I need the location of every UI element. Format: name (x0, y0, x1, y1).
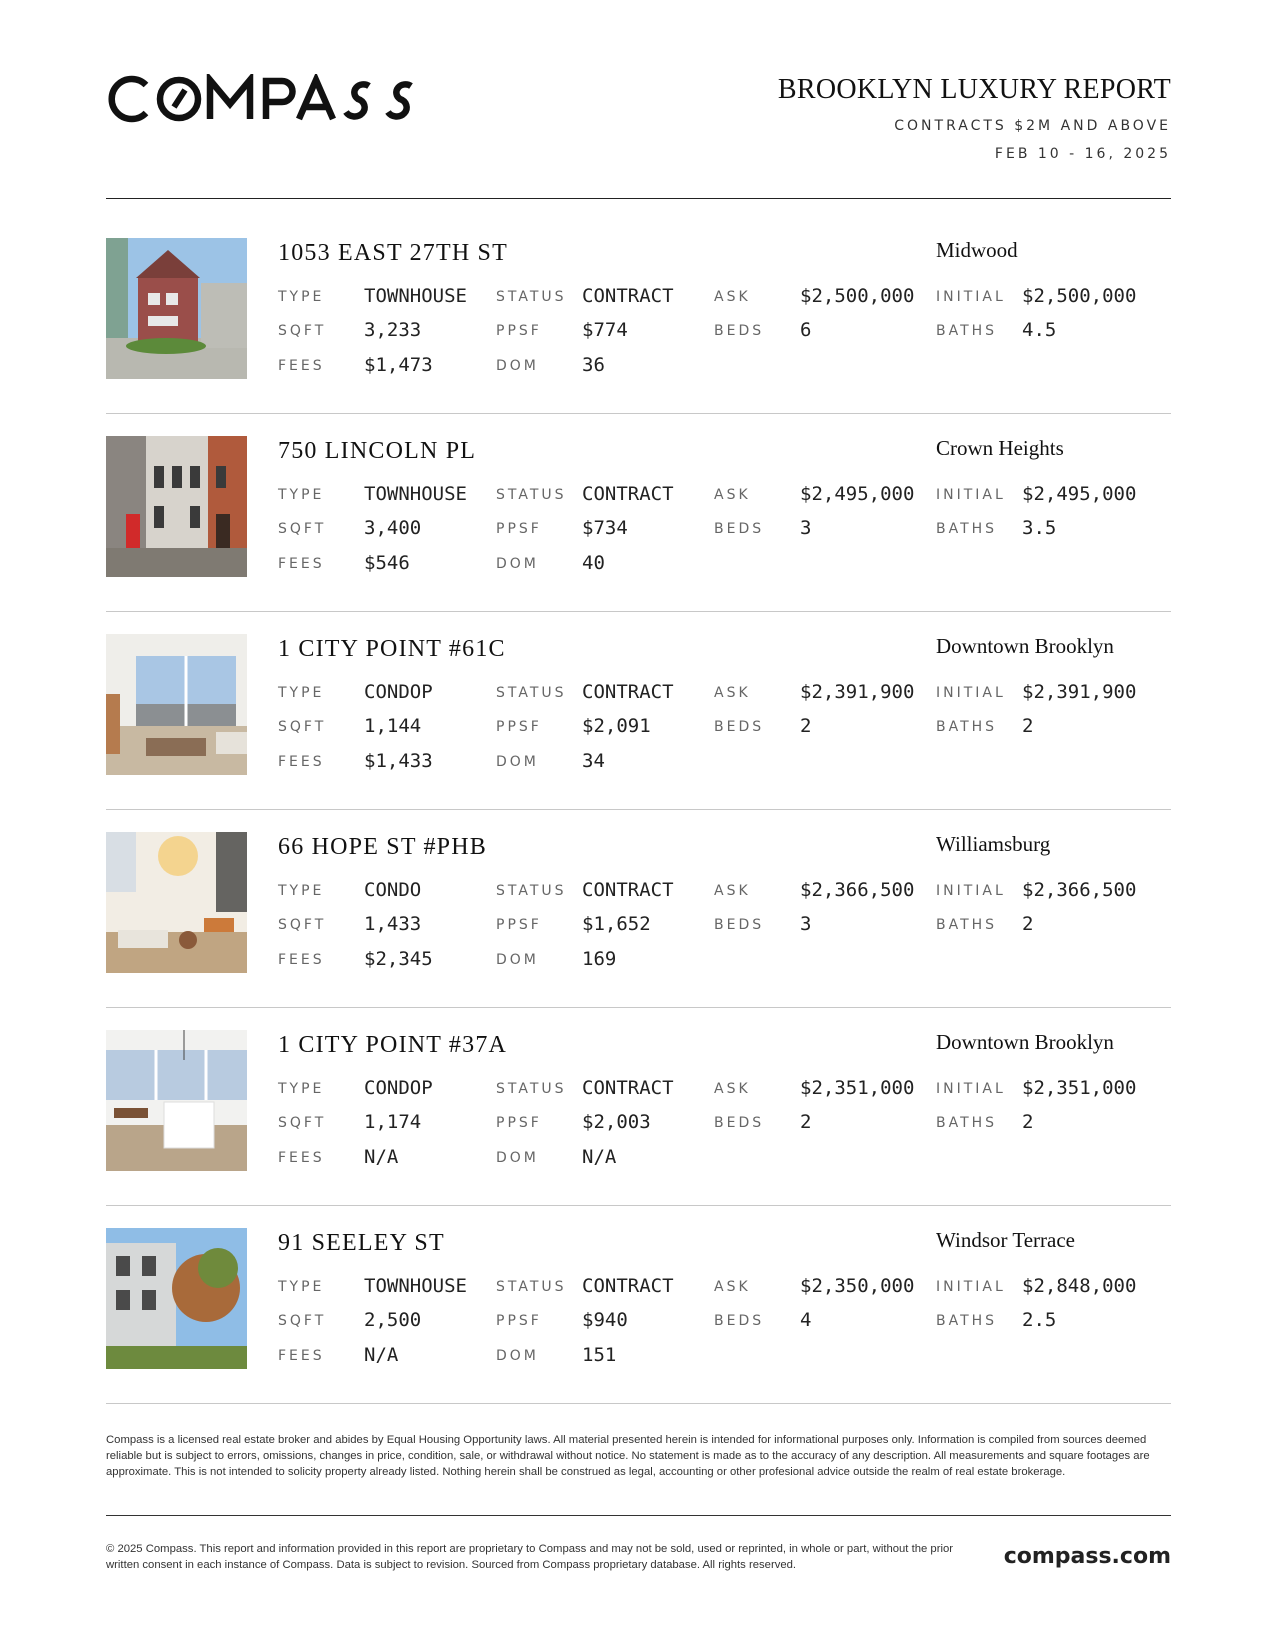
fees-value: N/A (364, 1146, 399, 1168)
report-header (778, 74, 1171, 162)
listing-address[interactable]: 1053 EAST 27TH ST (278, 240, 508, 266)
beds-value: 3 (800, 913, 812, 935)
sqft-label: SQFT (278, 1313, 327, 1329)
sqft-value: 3,400 (364, 517, 422, 539)
initial-label: INITIAL (936, 1279, 1006, 1295)
beds-label: BEDS (714, 1115, 765, 1131)
status-value: CONTRACT (582, 1275, 674, 1297)
listing-divider (106, 611, 1171, 612)
ask-label: ASK (714, 1279, 751, 1295)
fees-value: $1,473 (364, 354, 433, 376)
beds-label: BEDS (714, 323, 765, 339)
type-label: TYPE (278, 1279, 325, 1295)
ask-value: $2,366,500 (800, 879, 915, 901)
type-value: CONDOP (364, 681, 433, 703)
footer-divider (106, 1515, 1171, 1516)
ask-value: $2,351,000 (800, 1077, 915, 1099)
ask-value: $2,391,900 (800, 681, 915, 703)
fees-value: $546 (364, 552, 410, 574)
listing-divider (106, 1007, 1171, 1008)
dom-label: DOM (496, 1348, 539, 1364)
report-date-range: FEB 10 - 16, 2025 (994, 146, 1171, 162)
baths-value: 2 (1022, 913, 1034, 935)
baths-label: BATHS (936, 1313, 998, 1329)
type-label: TYPE (278, 289, 325, 305)
ppsf-label: PPSF (496, 1313, 542, 1329)
status-value: CONTRACT (582, 681, 674, 703)
sqft-label: SQFT (278, 917, 327, 933)
status-label: STATUS (496, 1279, 567, 1295)
listing-photo[interactable] (106, 1228, 247, 1369)
dom-value: 151 (582, 1344, 617, 1366)
ppsf-value: $940 (582, 1309, 628, 1331)
header-divider (106, 198, 1171, 199)
type-value: TOWNHOUSE (364, 285, 467, 307)
ppsf-value: $2,091 (582, 715, 651, 737)
status-value: CONTRACT (582, 483, 674, 505)
type-value: TOWNHOUSE (364, 1275, 467, 1297)
fees-value: $2,345 (364, 948, 433, 970)
fees-label: FEES (278, 556, 325, 572)
website-link[interactable]: compass.com (1003, 1544, 1171, 1569)
baths-value: 4.5 (1022, 319, 1057, 341)
ppsf-value: $2,003 (582, 1111, 651, 1133)
beds-value: 4 (800, 1309, 812, 1331)
fees-label: FEES (278, 358, 325, 374)
initial-value: $2,500,000 (1022, 285, 1137, 307)
initial-value: $2,391,900 (1022, 681, 1137, 703)
dom-value: 34 (582, 750, 605, 772)
type-label: TYPE (278, 1081, 325, 1097)
sqft-value: 1,144 (364, 715, 422, 737)
listing-address[interactable]: 66 HOPE ST #PHB (278, 834, 487, 860)
fees-label: FEES (278, 1348, 325, 1364)
sqft-value: 2,500 (364, 1309, 422, 1331)
fees-label: FEES (278, 952, 325, 968)
sqft-value: 1,174 (364, 1111, 422, 1133)
listing-address[interactable]: 1 CITY POINT #37A (278, 1032, 508, 1058)
listing-neighborhood: Downtown Brooklyn (936, 1030, 1114, 1054)
type-value: TOWNHOUSE (364, 483, 467, 505)
status-label: STATUS (496, 1081, 567, 1097)
dom-label: DOM (496, 754, 539, 770)
beds-value: 6 (800, 319, 812, 341)
ppsf-label: PPSF (496, 1115, 542, 1131)
ppsf-value: $774 (582, 319, 628, 341)
status-label: STATUS (496, 289, 567, 305)
initial-value: $2,366,500 (1022, 879, 1137, 901)
initial-label: INITIAL (936, 289, 1006, 305)
initial-label: INITIAL (936, 487, 1006, 503)
listing-divider (106, 1205, 1171, 1206)
sqft-label: SQFT (278, 1115, 327, 1131)
ask-value: $2,500,000 (800, 285, 915, 307)
listing-photo[interactable] (106, 832, 247, 973)
beds-label: BEDS (714, 1313, 765, 1329)
sqft-value: 3,233 (364, 319, 422, 341)
listing-address[interactable]: 750 LINCOLN PL (278, 438, 477, 464)
beds-label: BEDS (714, 719, 765, 735)
ppsf-label: PPSF (496, 917, 542, 933)
ppsf-value: $734 (582, 517, 628, 539)
ask-label: ASK (714, 289, 751, 305)
dom-value: 169 (582, 948, 617, 970)
sqft-label: SQFT (278, 521, 327, 537)
dom-label: DOM (496, 556, 539, 572)
type-label: TYPE (278, 685, 325, 701)
report-subtitle: CONTRACTS $2M AND ABOVE (894, 118, 1171, 134)
ask-value: $2,495,000 (800, 483, 915, 505)
sqft-label: SQFT (278, 323, 327, 339)
listing-photo[interactable] (106, 634, 247, 775)
report-title: BROOKLYN LUXURY REPORT (777, 74, 1171, 105)
dom-label: DOM (496, 358, 539, 374)
fees-label: FEES (278, 1150, 325, 1166)
legal-disclaimer: Compass is a licensed real estate broker and abides by Equal Housing Opportunity laws. All material presented herein is intended for informational purposes only. Information is compiled from sources deemed reliable but is subject to errors, omissions, changes in price, condition, sale, or withdrawal without notice. No statement is made as to the accuracy of any description. All measurements and square footages are approximate. This is not intended to solicity property already listed. Nothing herein shall be construed as legal, accounting or other profesional advice outside the realm of real estate brokerage. (106, 1434, 1150, 1478)
status-value: CONTRACT (582, 1077, 674, 1099)
listing-item[interactable] (106, 238, 1171, 436)
baths-label: BATHS (936, 719, 998, 735)
sqft-value: 1,433 (364, 913, 422, 935)
initial-label: INITIAL (936, 1081, 1006, 1097)
listing-neighborhood: Downtown Brooklyn (936, 634, 1114, 658)
beds-value: 2 (800, 715, 812, 737)
ppsf-value: $1,652 (582, 913, 651, 935)
baths-value: 2 (1022, 1111, 1034, 1133)
listing-divider (106, 413, 1171, 414)
listing-photo[interactable] (106, 1030, 247, 1171)
listing-divider (106, 809, 1171, 810)
listing-divider (106, 1403, 1171, 1404)
listing-item[interactable] (106, 1030, 1171, 1228)
fees-value: $1,433 (364, 750, 433, 772)
listing-photo[interactable] (106, 436, 247, 577)
status-label: STATUS (496, 685, 567, 701)
compass-logo (106, 74, 426, 124)
copyright-notice: © 2025 Compass. This report and information provided in this report are proprietary to Compass and may not be sold, used or reprinted, in whole or part, without the prior written consent in each instance of Compass. Data is subject to revision. Sourced from Compass proprietary database. All rights reserved. (106, 1543, 954, 1571)
initial-label: INITIAL (936, 883, 1006, 899)
listing-neighborhood: Windsor Terrace (936, 1228, 1075, 1252)
listing-item[interactable] (106, 436, 1171, 634)
ask-label: ASK (714, 685, 751, 701)
status-value: CONTRACT (582, 879, 674, 901)
beds-label: BEDS (714, 521, 765, 537)
status-label: STATUS (496, 883, 567, 899)
listing-neighborhood: Williamsburg (936, 832, 1051, 856)
listing-neighborhood: Crown Heights (936, 436, 1064, 460)
dom-value: N/A (582, 1146, 617, 1168)
baths-label: BATHS (936, 323, 998, 339)
ppsf-label: PPSF (496, 719, 542, 735)
sqft-label: SQFT (278, 719, 327, 735)
dom-value: 40 (582, 552, 605, 574)
beds-label: BEDS (714, 917, 765, 933)
status-label: STATUS (496, 487, 567, 503)
listing-address[interactable]: 1 CITY POINT #61C (278, 636, 506, 662)
initial-label: INITIAL (936, 685, 1006, 701)
dom-label: DOM (496, 952, 539, 968)
listing-item[interactable] (106, 832, 1171, 1030)
baths-label: BATHS (936, 521, 998, 537)
type-value: CONDO (364, 879, 422, 901)
type-value: CONDOP (364, 1077, 433, 1099)
listing-item[interactable] (106, 634, 1171, 832)
ask-label: ASK (714, 883, 751, 899)
fees-label: FEES (278, 754, 325, 770)
beds-value: 3 (800, 517, 812, 539)
dom-label: DOM (496, 1150, 539, 1166)
initial-value: $2,495,000 (1022, 483, 1137, 505)
dom-value: 36 (582, 354, 605, 376)
listing-neighborhood: Midwood (936, 238, 1018, 262)
initial-value: $2,351,000 (1022, 1077, 1137, 1099)
baths-value: 2.5 (1022, 1309, 1057, 1331)
beds-value: 2 (800, 1111, 812, 1133)
status-value: CONTRACT (582, 285, 674, 307)
ask-label: ASK (714, 1081, 751, 1097)
baths-value: 3.5 (1022, 517, 1057, 539)
listing-item[interactable] (106, 1228, 1171, 1426)
ask-label: ASK (714, 487, 751, 503)
fees-value: N/A (364, 1344, 399, 1366)
baths-label: BATHS (936, 917, 998, 933)
baths-value: 2 (1022, 715, 1034, 737)
ppsf-label: PPSF (496, 323, 542, 339)
baths-label: BATHS (936, 1115, 998, 1131)
listing-photo[interactable] (106, 238, 247, 379)
ppsf-label: PPSF (496, 521, 542, 537)
type-label: TYPE (278, 883, 325, 899)
listing-address[interactable]: 91 SEELEY ST (278, 1230, 445, 1256)
listings-list (106, 238, 1171, 1426)
type-label: TYPE (278, 487, 325, 503)
initial-value: $2,848,000 (1022, 1275, 1137, 1297)
compass-logo-mark (106, 74, 426, 124)
ask-value: $2,350,000 (800, 1275, 915, 1297)
